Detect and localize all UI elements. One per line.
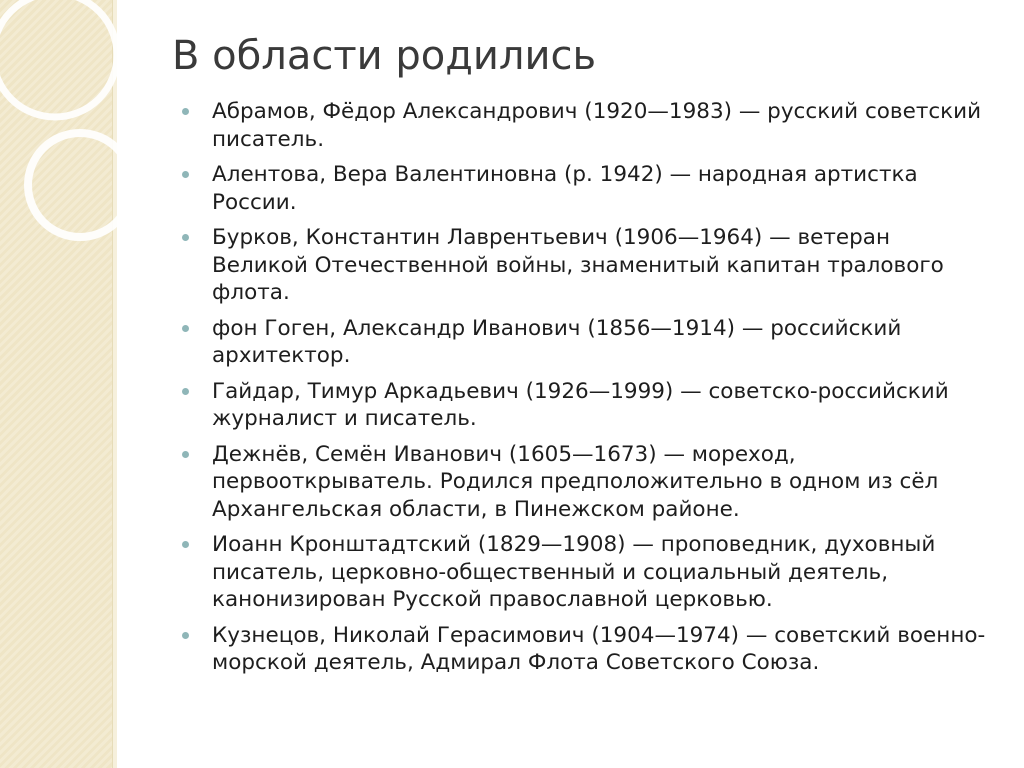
list-item-text: Кузнецов, Николай Герасимович (1904—1974) — советский военно-морской деятель, Адмирал Флота Советского Союза.	[212, 622, 986, 675]
list-item	[180, 315, 990, 370]
list-item-text: Иоанн Кронштадтский (1829—1908) — проповедник, духовный писатель, церковно-общественный и социальный деятель, канонизирован Русской православной церковью.	[212, 532, 936, 612]
list-item-text: Абрамов, Фёдор Александрович (1920—1983) — русский советский писатель.	[212, 99, 982, 152]
bullet-icon	[182, 325, 189, 332]
list-item	[180, 161, 990, 216]
decorative-circle-top	[0, 0, 117, 117]
list-item	[180, 98, 990, 153]
bullet-list	[180, 98, 990, 685]
list-item	[180, 378, 990, 433]
list-item	[180, 224, 990, 307]
bullet-icon	[182, 541, 189, 548]
list-item	[180, 622, 990, 677]
bullet-icon	[182, 171, 189, 178]
list-item-text: Алентова, Вера Валентиновна (р. 1942) — народная артистка России.	[212, 162, 918, 215]
list-item-text: фон Гоген, Александр Иванович (1856—1914) — российский архитектор.	[212, 315, 902, 368]
bullet-icon	[182, 451, 189, 458]
slide-title: В области родились	[172, 33, 597, 79]
list-item-text: Дежнёв, Семён Иванович (1605—1673) — мореход, первооткрыватель. Родился предположительно в одном из сёл Архангельская области, в Пинежском районе.	[212, 441, 939, 522]
decorative-circles	[0, 0, 200, 320]
list-item-text: Бурков, Константин Лаврентьевич (1906—1964) — ветеран Великой Отечественной войны, знаменитый капитан тралового флота.	[212, 225, 944, 305]
list-item	[180, 531, 990, 614]
list-item	[180, 441, 990, 524]
bullet-icon	[182, 234, 189, 241]
list-item-text: Гайдар, Тимур Аркадьевич (1926—1999) — советско-российский журналист и писатель.	[212, 378, 949, 431]
bullet-icon	[182, 108, 189, 115]
bullet-icon	[182, 632, 189, 639]
decorative-circle-middle	[28, 133, 132, 237]
bullet-icon	[182, 388, 189, 395]
